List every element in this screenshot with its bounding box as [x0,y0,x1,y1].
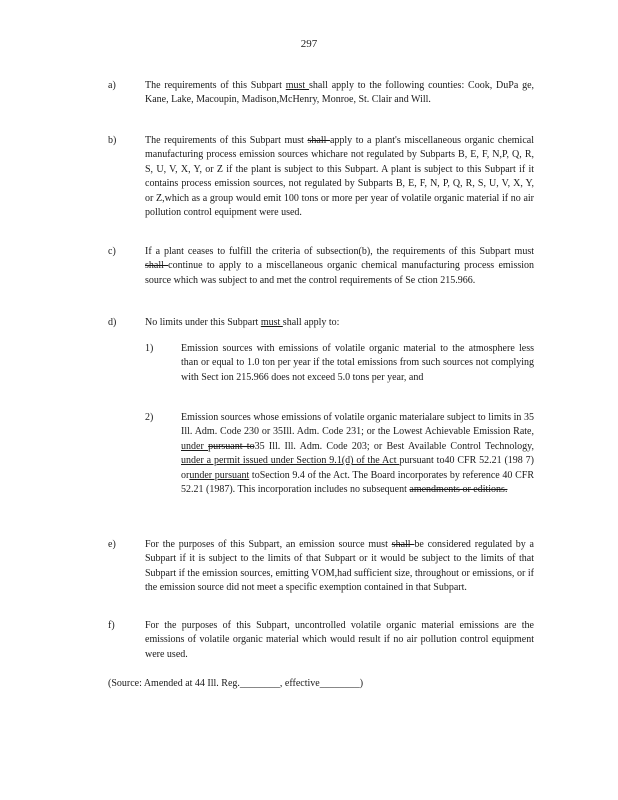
deleted-text: shall [307,135,330,146]
section-d-1 [145,342,534,385]
section-f-text: For the purposes of this Subpart, uncontrolled volatile organic material emissions are the emissions of volatile organic material which would result if no air pollution control equipment were used. [145,620,534,660]
inserted-text: under pursuant [189,469,250,481]
text-run: apply to a plant's miscellaneous organic chemical manufacturing process emission sources whichare not regulated by Subparts B, E, F, N,P, Q, R, S, U, V, X, Y, or Z if the plant is subject to this Subpart. A plant is subject to this Subpart if it contains process emission sources, not regulated by Subparts B, E, F, N, P, Q, R, S, U, V, X, Y, or Z,which as a group would emit 100 tons or more per year of volatile organic material if no air pollution control equipment were used. [145,135,534,219]
text-run: shall apply to the following counties: Cook, DuPa ge, Kane, Lake, Macoupin, Madison,McHenry, Monroe, St. Clair and Will. [145,80,535,106]
section-d-2-text [181,411,534,497]
source-note [108,677,363,691]
section-a-label: a) [108,80,116,91]
text-run: toSection 9.4 of the Act. The Board incorporates by reference 40 CFR 52.21 (1987). This incorporation includes no subsequent [181,469,534,496]
section-d-2-label: 2) [145,412,154,423]
text-run: Emission sources whose emissions of volatile organic materialare subject to limits in 35 Ill. Adm. Code 230 or 35Ill. Adm. Code 231; or the Lowest Achievable Emission Rate, [181,412,534,438]
section-d [108,316,534,330]
text-run: No limits under this Subpart [145,317,261,328]
text-run: 35 Ill. Ill. Adm. Code 203; or Best Available Control Technology, [254,440,535,452]
section-d-1-text: Emission sources with emissions of volatile organic material to the atmosphere less than or equal to 1.0 ton per year if the total emissions from such sources not complying with Sect ion 215.966 does not exceed 5.0 tons per year, and [181,343,534,383]
deleted-text: shall [391,539,415,550]
section-d-2 [145,411,534,497]
inserted-text: must [260,317,283,328]
section-b [108,134,534,220]
deleted-text: pursuant to [208,440,255,452]
section-e-label: e) [108,539,116,550]
text-run: shall apply to: [282,317,340,328]
deleted-text: shall [145,260,169,272]
section-d-label: d) [108,317,117,328]
inserted-text: under a permit issued under Section 9.1(d) of the Act [181,455,400,467]
source-text: ) [359,678,364,689]
section-e [108,538,534,596]
section-c-label: c) [108,246,116,257]
section-f [108,619,534,662]
blank-line: ________ [319,678,360,689]
section-c-text [145,245,534,288]
section-d-text [145,316,534,330]
text-run: be considered regulated by a Subpart if it is subject to the limits of that Subpart or it would be subject to the limits of that Subpart if the emission sources, emitting VOM,had sufficient size, throughout or emissions, or if the emission source did not meet a specific exemption contained in that Subpart. [145,539,534,594]
section-b-label: b) [108,135,117,146]
text-run: If a plant ceases to fulfill the criteria of subsection(b), the requirements of this Subpart must [145,246,534,257]
text-run: pursuant to40 CFR 52.21 (198 7) or [181,455,535,481]
text-run: For the purposes of this Subpart, an emission source must [145,539,392,550]
inserted-text: under [181,440,209,452]
source-text: , effective [279,678,320,689]
section-d-1-label: 1) [145,343,154,354]
text-run: The requirements of this Subpart must [145,135,308,146]
text-run: The requirements of this Subpart [145,80,286,91]
section-a [108,79,534,108]
section-e-text [145,538,534,596]
deleted-text: amendments or editions. [409,484,508,496]
source-text: (Source: Amended at 44 Ill. Reg. [108,678,240,689]
section-f-label: f) [108,620,115,631]
inserted-text: must [285,80,310,91]
blank-line: ________ [239,678,280,689]
section-c [108,245,534,288]
section-a-text [145,79,534,108]
page-number: 297 [300,38,318,50]
text-run: continue to apply to a miscellaneous organic chemical manufacturing process emission source which was subject to and met the control requirements of Se ction 215.966. [145,260,535,286]
section-b-text [145,134,534,220]
